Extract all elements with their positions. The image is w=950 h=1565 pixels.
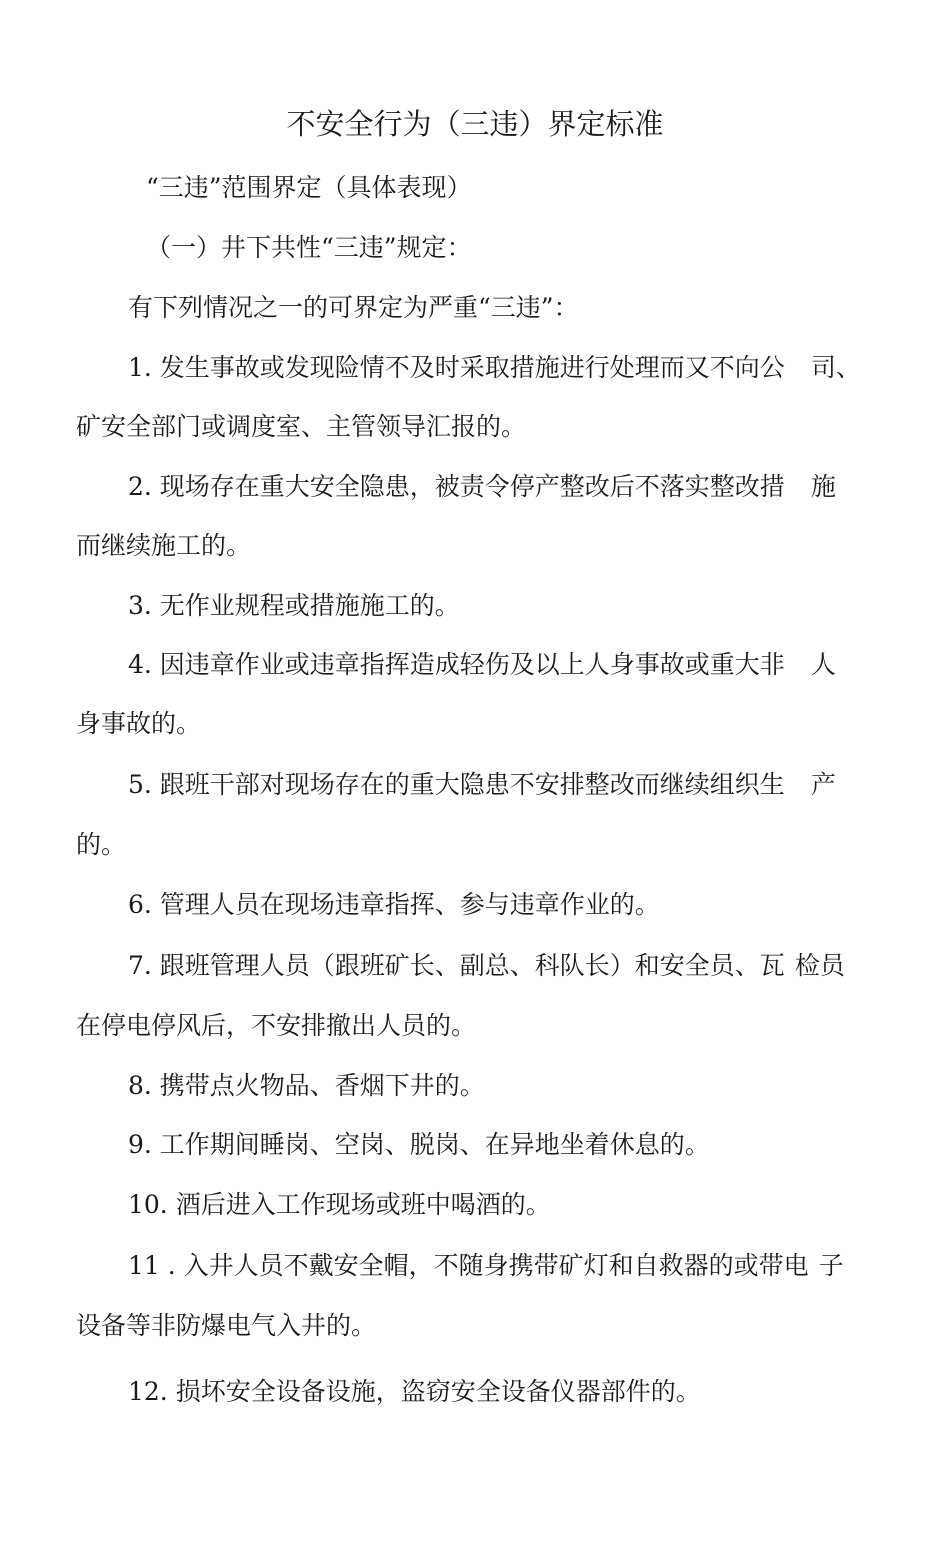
list-item-11-line-2: 设备等非防爆电气入井的。 xyxy=(76,1311,377,1340)
item-text-end: 司、 xyxy=(810,353,861,382)
list-item-10: 10. 酒后进入工作现场或班中喝酒的。 xyxy=(128,1190,551,1219)
list-item-2-line-2: 而继续施工的。 xyxy=(76,531,252,560)
list-item-7-line-1 xyxy=(128,950,845,982)
list-item-4-line-2: 身事故的。 xyxy=(76,709,202,738)
item-text: 1. 发生事故或发现险情不及时采取措施进行处理而又不向公 xyxy=(128,353,785,382)
list-item-3: 3. 无作业规程或措施施工的。 xyxy=(128,591,460,620)
list-item-8: 8. 携带点火物品、香烟下井的。 xyxy=(128,1071,485,1100)
list-item-1-line-1 xyxy=(128,352,861,384)
document-title: 不安全行为（三违）界定标准 xyxy=(286,107,664,141)
list-item-12: 12. 损坏安全设备设施，盗窃安全设备仪器部件的。 xyxy=(128,1377,701,1406)
item-text-end: 产 xyxy=(810,770,836,799)
item-text: 11 . 入井人员不戴安全帽，不随身携带矿灯和自救器的或带电 xyxy=(128,1251,809,1280)
item-text: 5. 跟班干部对现场存在的重大隐患不安排整改而继续组织生 xyxy=(128,770,785,799)
list-item-7-line-2: 在停电停风后，不安排撤出人员的。 xyxy=(76,1011,477,1040)
list-item-5-line-2: 的。 xyxy=(76,830,127,859)
item-text-end: 施 xyxy=(810,472,836,501)
section-heading: “三违”范围界定（具体表现） xyxy=(146,173,472,202)
intro-paragraph: 有下列情况之一的可界定为严重“三违”： xyxy=(128,293,579,322)
item-text-end: 子 xyxy=(818,1251,844,1280)
item-text-end: 人 xyxy=(810,650,836,679)
item-text-end: 检员 xyxy=(794,951,845,980)
list-item-4-line-1 xyxy=(128,649,836,681)
list-item-1-line-2: 矿安全部门或调度室、主管领导汇报的。 xyxy=(76,412,527,441)
subsection-heading: （一）井下共性“三违”规定： xyxy=(146,233,472,262)
list-item-11-line-1 xyxy=(128,1250,844,1282)
list-item-5-line-1 xyxy=(128,769,836,801)
item-text: 4. 因违章作业或违章指挥造成轻伤及以上人身事故或重大非 xyxy=(128,650,785,679)
item-text: 7. 跟班管理人员（跟班矿长、副总、科队长）和安全员、瓦 xyxy=(128,951,785,980)
list-item-6: 6. 管理人员在现场违章指挥、参与违章作业的。 xyxy=(128,890,660,919)
list-item-2-line-1 xyxy=(128,471,836,503)
list-item-9: 9. 工作期间睡岗、空岗、脱岗、在异地坐着休息的。 xyxy=(128,1130,710,1159)
item-text: 2. 现场存在重大安全隐患，被责令停产整改后不落实整改措 xyxy=(128,472,785,501)
